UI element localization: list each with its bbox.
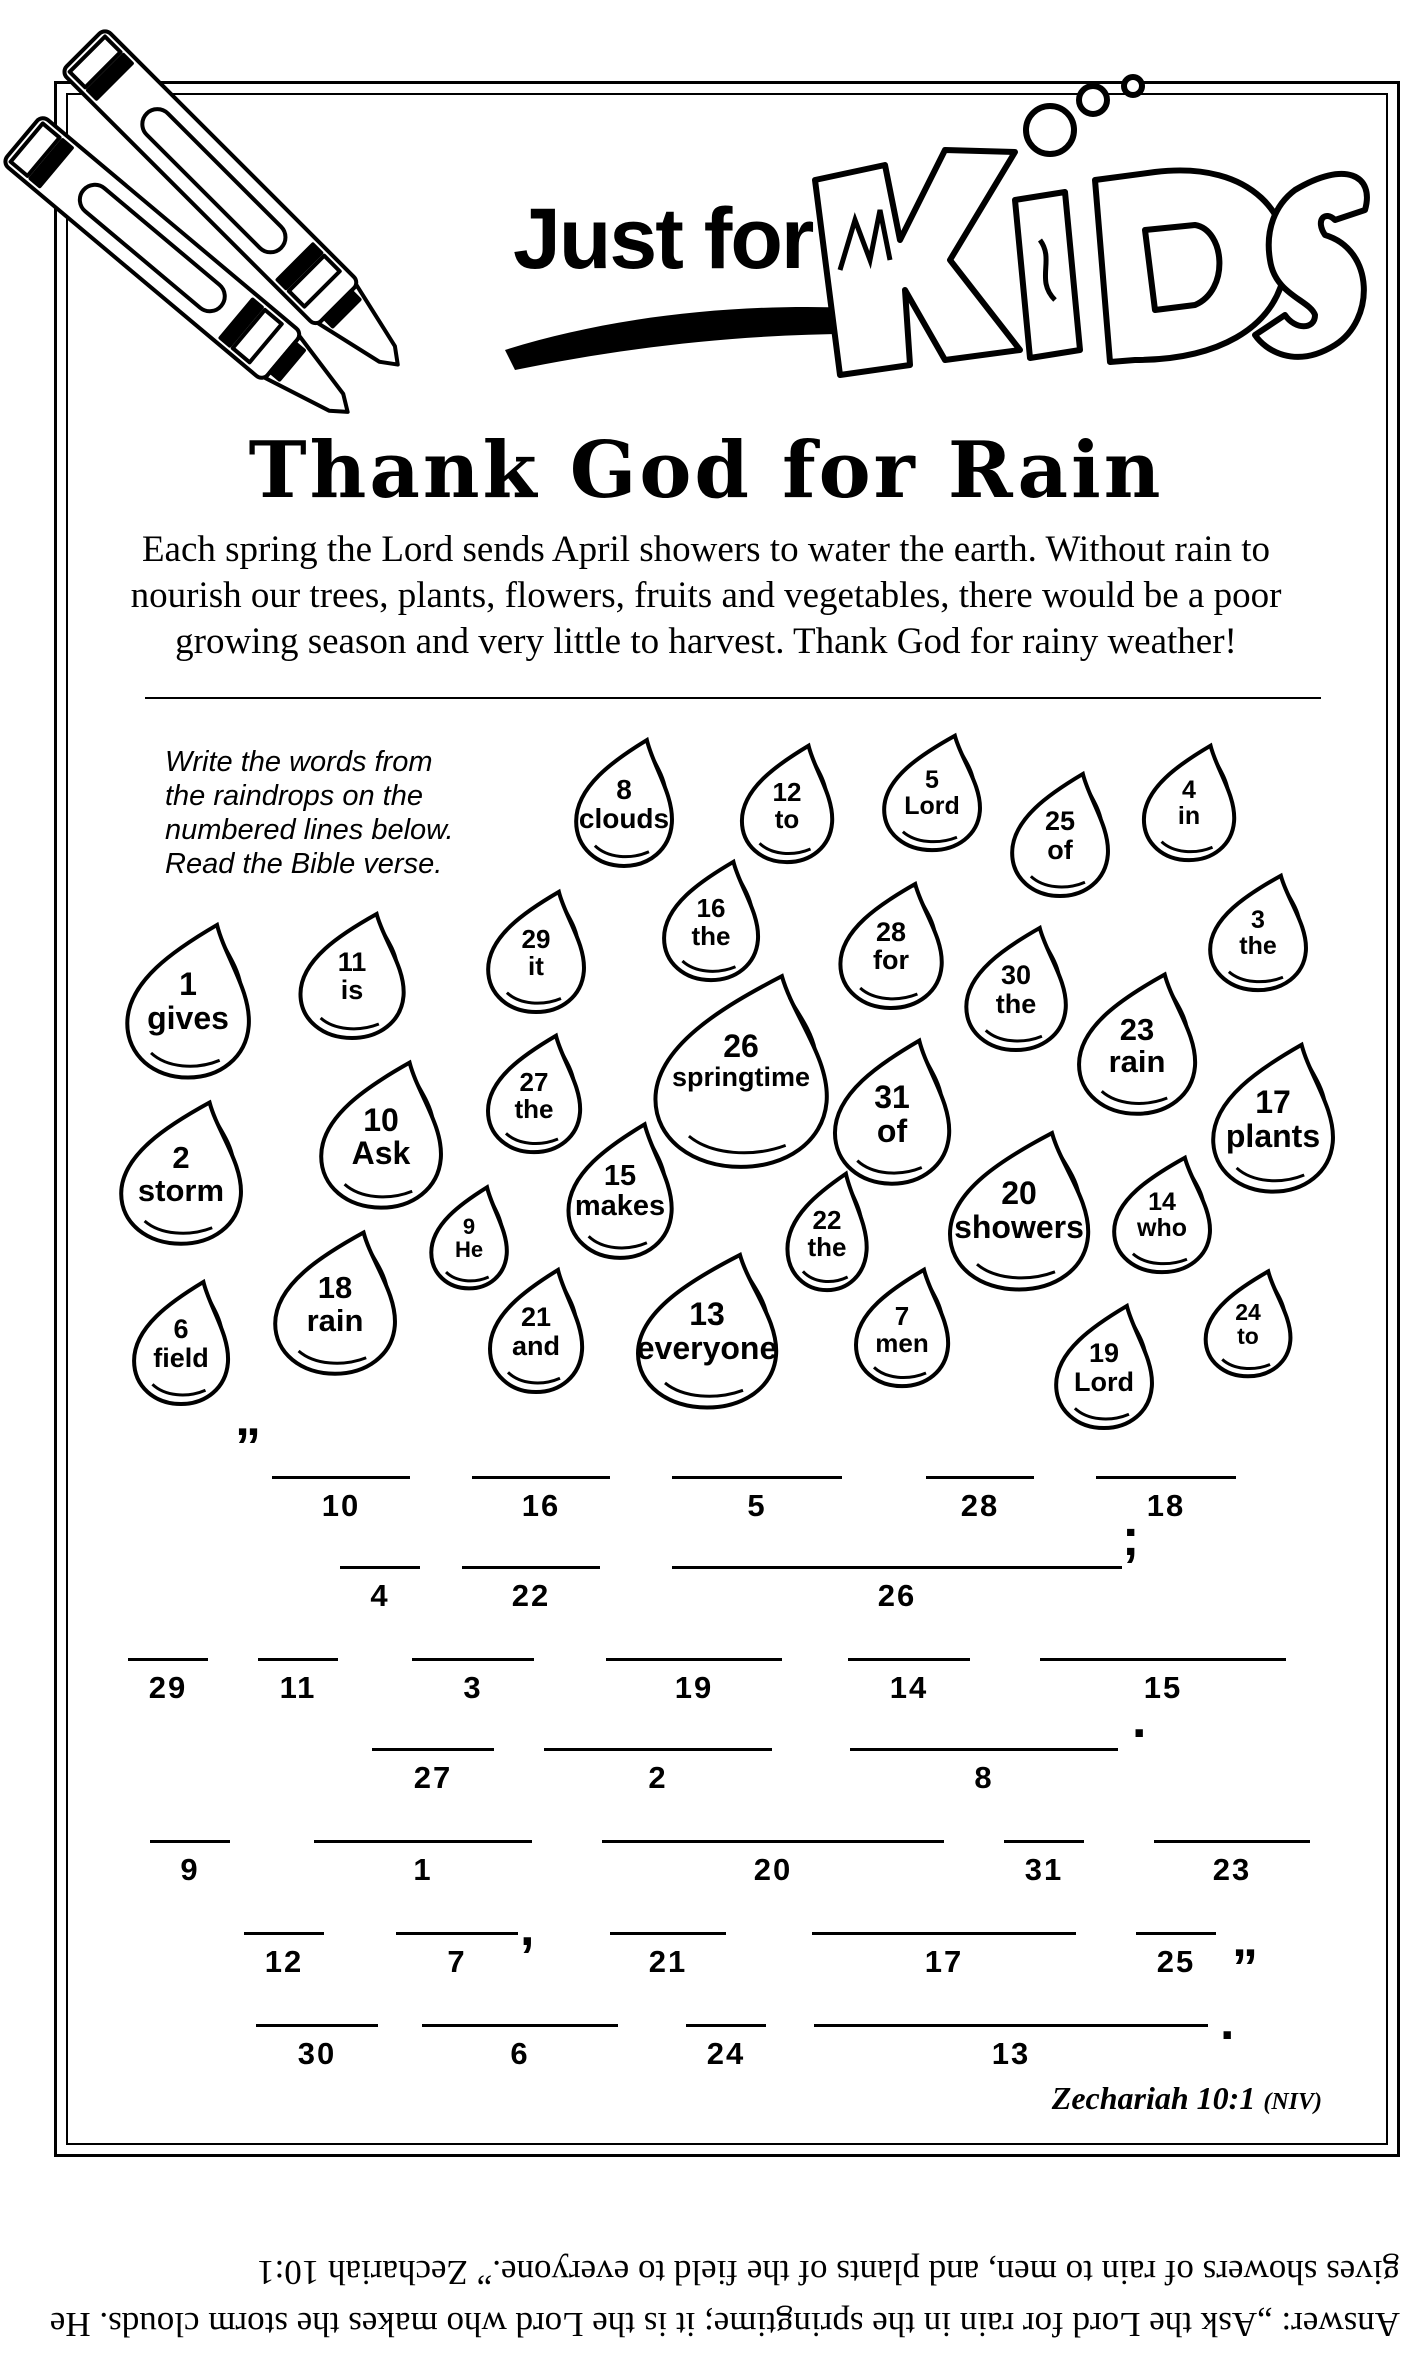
raindrop-4 (1140, 742, 1238, 862)
raindrop-number: 25 (1044, 806, 1076, 836)
blank-number: 26 (877, 1578, 917, 1613)
raindrop-word: Lord (904, 792, 960, 820)
blank-number: 21 (648, 1944, 688, 1979)
answer-blank-13[interactable] (814, 2024, 1208, 2074)
blank-number: 11 (279, 1670, 317, 1705)
blank-number: 12 (264, 1944, 304, 1979)
blank-number: 22 (511, 1578, 551, 1613)
blank-line (128, 1658, 208, 1661)
raindrop-31 (830, 1036, 954, 1186)
blank-line (472, 1476, 610, 1479)
instructions-line: Read the Bible verse. (165, 848, 443, 880)
raindrop-word: rain (1108, 1044, 1166, 1079)
answer-blank-7[interactable] (396, 1932, 518, 1982)
instructions-line: the raindrops on the (165, 780, 423, 812)
blank-line (544, 1748, 772, 1751)
raindrop-number: 27 (519, 1067, 549, 1097)
blank-line (610, 1932, 726, 1935)
blank-line (422, 2024, 618, 2027)
raindrop-number: 30 (1000, 960, 1032, 990)
raindrop-word: makes (574, 1190, 666, 1222)
raindrop-number: 17 (1255, 1084, 1291, 1120)
blank-line (1154, 1840, 1310, 1843)
answer-blank-10[interactable] (272, 1476, 410, 1526)
blank-line (848, 1658, 970, 1661)
raindrop-word: the (514, 1094, 554, 1124)
close-quote-mark: ” (1232, 1939, 1258, 1997)
raindrop-7 (852, 1266, 952, 1388)
blank-line (396, 1932, 518, 1935)
bible-citation (1052, 2080, 1322, 2117)
raindrop-word: field (153, 1343, 209, 1373)
raindrop-word: it (528, 951, 544, 981)
raindrop-6 (130, 1278, 232, 1406)
answer-blank-9[interactable] (150, 1840, 230, 1890)
raindrop-number: 15 (603, 1160, 637, 1192)
raindrop-number: 10 (363, 1102, 399, 1138)
raindrop-number: 28 (875, 917, 907, 947)
blank-number: 5 (747, 1488, 767, 1523)
answer-blank-12[interactable] (244, 1932, 324, 1982)
raindrop-21 (486, 1266, 586, 1394)
raindrop-word: storm (137, 1173, 225, 1208)
blank-line (1136, 1932, 1216, 1935)
answer-blank-4[interactable] (340, 1566, 420, 1616)
raindrop-23 (1074, 970, 1200, 1116)
instructions-line: numbered lines below. (165, 814, 454, 846)
answer-blank-2[interactable] (544, 1748, 772, 1798)
period-mark: . (1220, 1993, 1235, 2051)
raindrop-word: gives (147, 1000, 229, 1036)
raindrop-word: for (873, 945, 909, 975)
raindrop-number: 19 (1088, 1338, 1120, 1368)
raindrop-number: 18 (317, 1270, 353, 1305)
open-quote-mark: „ (235, 1389, 261, 1447)
raindrop-number: 29 (521, 924, 551, 954)
raindrop-word: the (995, 989, 1037, 1019)
raindrop-word: clouds (578, 803, 670, 834)
answer-blank-26[interactable] (672, 1566, 1122, 1616)
answer-blank-31[interactable] (1004, 1840, 1084, 1890)
blank-number: 19 (674, 1670, 714, 1705)
blank-number: 31 (1024, 1852, 1064, 1887)
blank-line (150, 1840, 230, 1843)
blank-number: 7 (447, 1944, 467, 1979)
answer-blank-11[interactable] (258, 1658, 338, 1708)
answer-blank-20[interactable] (602, 1840, 944, 1890)
answer-blank-29[interactable] (128, 1658, 208, 1708)
blank-number: 14 (889, 1670, 929, 1705)
instructions (165, 745, 565, 881)
crayons-icon (0, 0, 500, 440)
raindrop-1 (122, 920, 254, 1080)
header-logo (495, 60, 1375, 400)
raindrop-number: 2 (172, 1140, 190, 1175)
blank-number: 20 (753, 1852, 793, 1887)
raindrop-number: 31 (874, 1079, 910, 1115)
blank-number: 25 (1156, 1944, 1196, 1979)
blank-number: 16 (521, 1488, 561, 1523)
raindrop-word: springtime (671, 1062, 811, 1092)
blank-number: 30 (297, 2036, 337, 2071)
blank-line (850, 1748, 1118, 1751)
raindrop-word: rain (306, 1303, 364, 1338)
blank-line (602, 1840, 944, 1843)
just-for-text: Just for (513, 191, 813, 287)
raindrop-11 (296, 910, 408, 1040)
raindrop-word: of (1047, 835, 1073, 865)
answer-key: Answer: „Ask the Lord for rain in the springtime; it is the Lord who makes the storm clouds. He gives showers of rain to men, and plants of the field to everyone.” Zechariah 10:1 (49, 2253, 1400, 2344)
answer-blank-25[interactable] (1136, 1932, 1216, 1982)
blank-line (372, 1748, 494, 1751)
raindrop-19 (1052, 1302, 1156, 1430)
raindrop-word: plants (1225, 1118, 1321, 1154)
blank-number: 17 (924, 1944, 964, 1979)
raindrop-number: 11 (337, 947, 367, 977)
intro-paragraph: Each spring the Lord sends April showers to water the earth. Without rain to nourish our trees, plants, flowers, fruits and vegetables, there would be a poor growing season and very little to harvest. Thank God for rainy weather! (130, 529, 1282, 662)
raindrop-number: 24 (1235, 1299, 1261, 1325)
raindrop-number: 22 (812, 1205, 842, 1235)
blank-number: 6 (510, 2036, 530, 2071)
blank-number: 8 (974, 1760, 994, 1795)
blank-line (272, 1476, 410, 1479)
raindrop-number: 26 (723, 1028, 759, 1064)
raindrop-word: to (774, 804, 800, 834)
semicolon-mark: ; (1122, 1509, 1140, 1567)
raindrop-number: 23 (1119, 1012, 1155, 1047)
raindrop-word: and (511, 1331, 560, 1361)
raindrop-20 (944, 1128, 1094, 1292)
blank-number: 4 (370, 1578, 390, 1613)
raindrop-3 (1206, 872, 1310, 992)
raindrop-number: 9 (462, 1214, 476, 1239)
raindrop-number: 7 (894, 1301, 910, 1331)
answer-blank-16[interactable] (472, 1476, 610, 1526)
raindrop-word: to (1237, 1323, 1259, 1349)
blank-number: 27 (413, 1760, 453, 1795)
answer-blank-3[interactable] (412, 1658, 534, 1708)
raindrop-word: showers (954, 1209, 1084, 1245)
raindrop-word: in (1177, 802, 1201, 830)
raindrop-number: 5 (925, 766, 939, 794)
raindrop-2 (116, 1098, 246, 1246)
raindrop-15 (564, 1120, 676, 1260)
page-title: Thank God for Rain (248, 425, 1164, 516)
citation-ref: Zechariah 10:1 (1051, 2080, 1256, 2116)
blank-line (244, 1932, 324, 1935)
raindrop-number: 20 (1001, 1175, 1037, 1211)
blank-number: 29 (148, 1670, 188, 1705)
blank-line (926, 1476, 1034, 1479)
answer-blank-14[interactable] (848, 1658, 970, 1708)
raindrop-word: everyone (636, 1330, 778, 1366)
raindrop-17 (1208, 1040, 1338, 1194)
blank-number: 24 (706, 2036, 746, 2071)
raindrop-29 (484, 888, 588, 1014)
raindrop-number: 1 (179, 966, 197, 1002)
blank-number: 3 (463, 1670, 483, 1705)
raindrop-10 (316, 1058, 446, 1210)
raindrop-number: 12 (772, 777, 802, 807)
raindrop-word: of (876, 1113, 908, 1149)
divider (145, 697, 1321, 699)
raindrop-number: 3 (1251, 906, 1265, 934)
blank-number: 9 (180, 1852, 200, 1887)
raindrop-18 (270, 1228, 400, 1376)
answer-blank-24[interactable] (686, 2024, 766, 2074)
blank-number: 18 (1146, 1488, 1186, 1523)
answer-blank-30[interactable] (256, 2024, 378, 2074)
answer-blank-1[interactable] (314, 1840, 532, 1890)
period-mark: . (1132, 1691, 1147, 1749)
raindrop-13 (632, 1250, 782, 1410)
answer-blank-8[interactable] (850, 1748, 1118, 1798)
raindrop-word: the (1239, 932, 1277, 960)
blank-line (672, 1476, 842, 1479)
raindrop-14 (1110, 1154, 1214, 1274)
raindrop-word: He (454, 1237, 484, 1262)
raindrop-25 (1008, 770, 1112, 898)
comma-mark: , (520, 1899, 535, 1957)
raindrop-number: 8 (616, 774, 632, 805)
blank-number: 10 (321, 1488, 361, 1523)
blank-line (314, 1840, 532, 1843)
blank-line (1096, 1476, 1236, 1479)
answer-blank-19[interactable] (606, 1658, 782, 1708)
blank-number: 1 (413, 1852, 433, 1887)
blank-line (814, 2024, 1208, 2027)
blank-number: 15 (1143, 1670, 1183, 1705)
answer-blank-15[interactable] (1040, 1658, 1286, 1708)
raindrop-word: is (340, 975, 364, 1005)
raindrop-word: Ask (351, 1135, 411, 1171)
raindrop-word: Lord (1074, 1367, 1134, 1397)
raindrop-number: 21 (520, 1302, 552, 1332)
answer-blank-18[interactable] (1096, 1476, 1236, 1526)
blank-line (256, 2024, 378, 2027)
raindrop-word: men (875, 1328, 929, 1358)
raindrop-24 (1202, 1268, 1294, 1378)
blank-line (606, 1658, 782, 1661)
raindrop-number: 6 (173, 1314, 189, 1344)
blank-line (258, 1658, 338, 1661)
answer-blank-6[interactable] (422, 2024, 618, 2074)
blank-line (462, 1566, 600, 1569)
raindrop-number: 4 (1182, 776, 1196, 804)
raindrop-number: 13 (689, 1296, 725, 1332)
raindrop-16 (660, 858, 762, 982)
blank-number: 28 (960, 1488, 1000, 1523)
blank-number: 2 (648, 1760, 668, 1795)
blank-line (812, 1932, 1076, 1935)
blank-number: 13 (991, 2036, 1031, 2071)
blank-number: 23 (1212, 1852, 1252, 1887)
raindrop-28 (836, 880, 946, 1010)
instructions-line: Write the words from (165, 746, 433, 778)
answer-blank-5[interactable] (672, 1476, 842, 1526)
raindrop-12 (738, 742, 836, 864)
blank-line (672, 1566, 1122, 1569)
answer-blank-28[interactable] (926, 1476, 1034, 1526)
raindrop-5 (880, 732, 984, 852)
answer-blank-21[interactable] (610, 1932, 726, 1982)
answer-blank-22[interactable] (462, 1566, 600, 1616)
answer-blank-27[interactable] (372, 1748, 494, 1798)
citation-version: (NIV) (1263, 2089, 1322, 2115)
blank-line (412, 1658, 534, 1661)
raindrop-word: who (1137, 1214, 1187, 1242)
blank-line (686, 2024, 766, 2027)
raindrop-word: the (807, 1232, 847, 1262)
raindrop-30 (962, 924, 1070, 1052)
blank-line (1004, 1840, 1084, 1843)
raindrop-8 (572, 736, 676, 868)
raindrop-word: the (691, 921, 731, 951)
blank-line (1040, 1658, 1286, 1661)
blank-line (340, 1566, 420, 1569)
raindrop-number: 14 (1148, 1188, 1176, 1216)
answer-blank-17[interactable] (812, 1932, 1076, 1982)
raindrop-number: 16 (696, 893, 726, 923)
answer-blank-23[interactable] (1154, 1840, 1310, 1890)
